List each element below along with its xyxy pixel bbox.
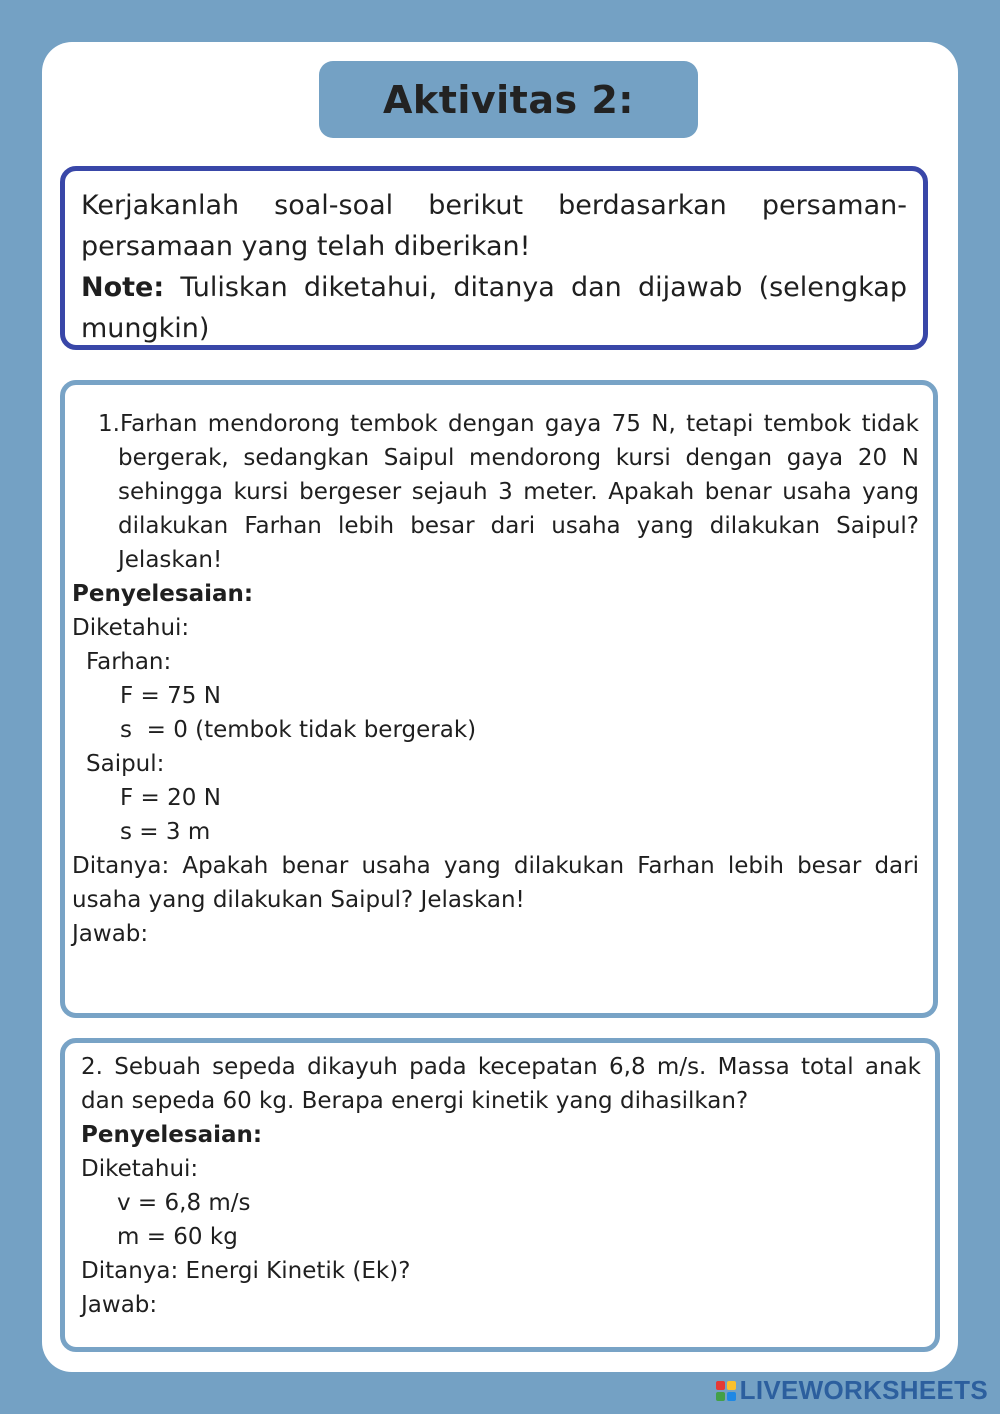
q1-diketahui-label: Diketahui:	[72, 615, 190, 641]
activity-title-banner	[319, 61, 698, 138]
q1-saipul-label: Saipul:	[86, 751, 165, 777]
q2-velocity: v = 6,8 m/s	[117, 1190, 251, 1216]
liveworksheets-brand[interactable]	[716, 1375, 988, 1406]
q2-mass: m = 60 kg	[117, 1224, 238, 1250]
question-1-box	[60, 380, 938, 1018]
q1-farhan-label: Farhan:	[86, 649, 172, 675]
logo-square-3	[716, 1392, 725, 1401]
q2-jawab-label: Jawab:	[81, 1292, 158, 1318]
question-1-text: 1.Farhan mendorong tembok dengan gaya 75 N, tetapi tembok tidak bergerak, sedangkan Saipul mendorong kursi dengan gaya 20 N sehingga kursi bergeser sejauh 3 meter. Apakah benar usaha yang dilakukan Farhan lebih besar dari usaha yang dilakukan Saipul? Jelaskan!	[98, 411, 919, 573]
q1-penyelesaian-label: Penyelesaian:	[72, 581, 254, 607]
q1-farhan-force: F = 75 N	[120, 683, 221, 709]
question-1-number: 1.	[98, 411, 120, 437]
activity-title: Aktivitas 2:	[383, 77, 634, 122]
instruction-box	[60, 166, 928, 350]
q1-saipul-force: F = 20 N	[120, 785, 221, 811]
note-text: Tuliskan diketahui, ditanya dan dijawab (selengkap mungkin)	[81, 272, 907, 344]
q1-ditanya: Ditanya: Apakah benar usaha yang dilakukan Farhan lebih besar dari usaha yang dilakukan Saipul? Jelaskan!	[72, 853, 919, 913]
q2-penyelesaian-label: Penyelesaian:	[81, 1122, 263, 1148]
instruction-note	[81, 267, 907, 349]
logo-square-1	[716, 1381, 725, 1390]
question-2-text: 2. Sebuah sepeda dikayuh pada kecepatan 6,8 m/s. Massa total anak dan sepeda 60 kg. Berapa energi kinetik yang dihasilkan?	[81, 1054, 921, 1114]
q2-diketahui-label: Diketahui:	[81, 1156, 199, 1182]
note-label: Note:	[81, 272, 165, 303]
q1-jawab-label: Jawab:	[72, 921, 149, 947]
q1-farhan-displacement: s = 0 (tembok tidak bergerak)	[120, 717, 477, 743]
brand-name: LIVEWORKSHEETS	[739, 1375, 988, 1405]
instruction-text: Kerjakanlah soal-soal berikut berdasarkan persaman-persamaan yang telah diberikan!	[81, 190, 907, 262]
question-2-box	[60, 1038, 940, 1352]
logo-square-4	[727, 1392, 736, 1401]
logo-square-2	[727, 1381, 736, 1390]
liveworksheets-logo-icon	[716, 1381, 736, 1401]
q1-saipul-displacement: s = 3 m	[120, 819, 211, 845]
q2-ditanya: Ditanya: Energi Kinetik (Ek)?	[81, 1258, 411, 1284]
